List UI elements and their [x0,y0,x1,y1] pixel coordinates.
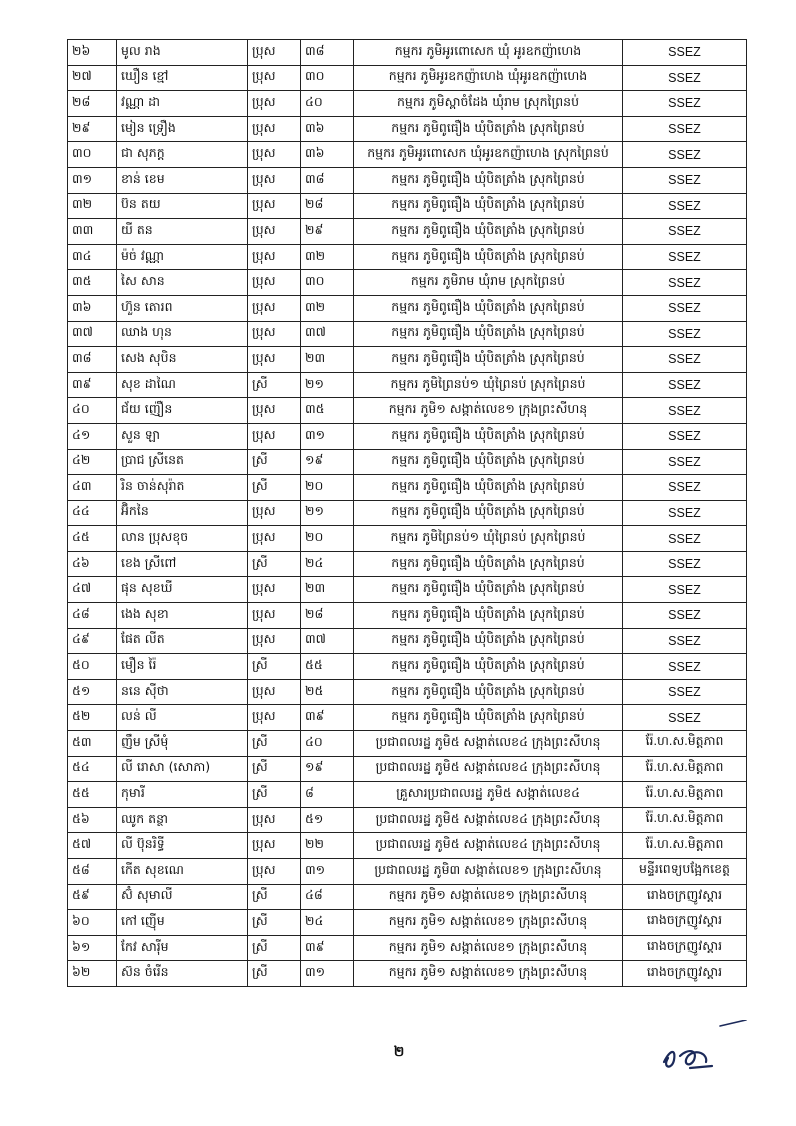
person-name-cell: រិន ចាន់សុរ៉ាត [117,475,248,501]
table-row [68,295,747,321]
person-name-cell: ផែត លីត [117,628,248,654]
workplace-cell: SSEZ [623,628,747,654]
table-row [68,244,747,270]
table-row [68,372,747,398]
age-cell: ១៩ [301,756,354,782]
row-number-cell: ៣៧ [68,321,117,347]
workplace-cell: SSEZ [623,295,747,321]
age-cell: ២០ [301,475,354,501]
address-occupation-cell: ប្រជាពលរដ្ឋ ភូមិ៥ សង្កាត់លេខ៤ ក្រុងព្រះសីហនុ [354,807,623,833]
age-cell: ៥៥ [301,654,354,680]
workplace-cell: SSEZ [623,65,747,91]
age-cell: ២០ [301,526,354,552]
table-row [68,833,747,859]
person-name-cell: ននេ ស៊ីថា [117,679,248,705]
sex-cell: ស្រី [248,551,301,577]
sex-cell: ប្រុស [248,603,301,629]
address-occupation-cell: កម្មករ ភូមិពូធឿង ឃុំបិតត្រាំង ស្រុកព្រៃនប់ [354,321,623,347]
workplace-cell: រោងចក្រញូវស្តារ [623,961,747,987]
sex-cell: ប្រុស [248,142,301,168]
age-cell: ២៤ [301,910,354,936]
workplace-cell: SSEZ [623,705,747,731]
age-cell: ១៩ [301,449,354,475]
sex-cell: ប្រុស [248,807,301,833]
address-occupation-cell: កម្មករ ភូមិរាម ឃុំរាម ស្រុកព្រៃនប់ [354,270,623,296]
table-row [68,807,747,833]
sex-cell: ប្រុស [248,193,301,219]
row-number-cell: ៥៦ [68,807,117,833]
sex-cell: ស្រី [248,756,301,782]
person-name-cell: ឈូក តន្ថា [117,807,248,833]
sex-cell: ប្រុស [248,65,301,91]
age-cell: ២៨ [301,603,354,629]
sex-cell: ប្រុស [248,270,301,296]
address-occupation-cell: កម្មករ ភូមិពូធឿង ឃុំបិតត្រាំង ស្រុកព្រៃនប់ [354,603,623,629]
row-number-cell: ២៨ [68,91,117,117]
table-row [68,40,747,66]
workplace-cell: SSEZ [623,654,747,680]
table-row [68,449,747,475]
table-row [68,961,747,987]
person-name-cell: សួន ឡា [117,423,248,449]
row-number-cell: ៣៤ [68,244,117,270]
table-row [68,167,747,193]
workplace-cell: SSEZ [623,321,747,347]
row-number-cell: ៣៣ [68,219,117,245]
age-cell: ៣៩ [301,935,354,961]
table-row [68,782,747,808]
address-occupation-cell: កម្មករ ភូមិពូធឿង ឃុំបិតត្រាំង ស្រុកព្រៃនប់ [354,654,623,680]
table-row [68,423,747,449]
row-number-cell: ៤៤ [68,500,117,526]
row-number-cell: ៦១ [68,935,117,961]
table-row [68,347,747,373]
age-cell: ៤០ [301,91,354,117]
person-name-cell: អ៊ិកនៃ [117,500,248,526]
table-row [68,91,747,117]
sex-cell: ប្រុស [248,244,301,270]
address-occupation-cell: កម្មករ ភូមិអូរពោសេក ឃុំអូរឧកញ៉ាហេង ស្រុកព្រៃនប់ [354,142,623,168]
age-cell: ៣១ [301,423,354,449]
table-row [68,270,747,296]
table-row [68,577,747,603]
sex-cell: ប្រុស [248,577,301,603]
address-occupation-cell: កម្មករ ភូមិស្ពាចំដែង ឃុំរាម ស្រុកព្រៃនប់ [354,91,623,117]
row-number-cell: ៤២ [68,449,117,475]
table-row [68,756,747,782]
person-name-cell: ខាន់ ខេម [117,167,248,193]
sex-cell: ស្រី [248,910,301,936]
address-occupation-cell: កម្មករ ភូមិ១ សង្កាត់លេខ១ ក្រុងព្រះសីហនុ [354,910,623,936]
sex-cell: ប្រុស [248,500,301,526]
person-name-cell: សេង សុបិន [117,347,248,373]
age-cell: ៣០ [301,270,354,296]
sex-cell: ប្រុស [248,91,301,117]
person-name-cell: កៅ ញ៉ើម [117,910,248,936]
sex-cell: ស្រី [248,935,301,961]
row-number-cell: ៥៣ [68,731,117,757]
age-cell: ៤៨ [301,884,354,910]
table-row [68,193,747,219]
age-cell: ៣៧ [301,628,354,654]
age-cell: ៣៧ [301,321,354,347]
age-cell: ៣៦ [301,142,354,168]
age-cell: ៣២ [301,295,354,321]
address-occupation-cell: គ្រួសារប្រជាពលរដ្ឋ ភូមិ៥ សង្កាត់លេខ៤ [354,782,623,808]
row-number-cell: ៥៧ [68,833,117,859]
age-cell: ២៥ [301,679,354,705]
age-cell: ២៤ [301,551,354,577]
workplace-cell: SSEZ [623,526,747,552]
age-cell: ២៣ [301,577,354,603]
table-row [68,398,747,424]
person-name-cell: ហ៊ួន តោរព [117,295,248,321]
age-cell: ៣៥ [301,398,354,424]
address-occupation-cell: កម្មករ ភូមិ១ សង្កាត់លេខ១ ក្រុងព្រះសីហនុ [354,961,623,987]
row-number-cell: ៥៩ [68,884,117,910]
table-row [68,475,747,501]
person-name-cell: ញឹម ស្រីមុំ [117,731,248,757]
workplace-cell: SSEZ [623,679,747,705]
age-cell: ៣០ [301,65,354,91]
workplace-cell: SSEZ [623,475,747,501]
roster-table [67,39,747,987]
sex-cell: ប្រុស [248,347,301,373]
address-occupation-cell: ប្រជាពលរដ្ឋ ភូមិ៥ សង្កាត់លេខ៤ ក្រុងព្រះសីហនុ [354,731,623,757]
workplace-cell: SSEZ [623,577,747,603]
workplace-cell: SSEZ [623,449,747,475]
person-name-cell: មូល រាង [117,40,248,66]
address-occupation-cell: កម្មករ ភូមិ១ សង្កាត់លេខ១ ក្រុងព្រះសីហនុ [354,935,623,961]
sex-cell: ប្រុស [248,167,301,193]
person-name-cell: ស៊ន ចំរើន [117,961,248,987]
sex-cell: ប្រុស [248,859,301,885]
address-occupation-cell: កម្មករ ភូមិពូធឿង ឃុំបិតត្រាំង ស្រុកព្រៃនប់ [354,193,623,219]
address-occupation-cell: កម្មករ ភូមិ១ សង្កាត់លេខ១ ក្រុងព្រះសីហនុ [354,884,623,910]
age-cell: ២៩ [301,219,354,245]
page-number: ២ [393,1044,405,1060]
address-occupation-cell: កម្មករ ភូមិព្រៃនប់១ ឃុំព្រៃនប់ ស្រុកព្រៃនប់ [354,372,623,398]
person-name-cell: លី ប៊ុនរិទ្ធី [117,833,248,859]
workplace-cell: SSEZ [623,551,747,577]
document-sheet [67,39,746,987]
person-name-cell: មឿន រ៉ៃ [117,654,248,680]
sex-cell: ប្រុស [248,40,301,66]
table-row [68,142,747,168]
table-row [68,526,747,552]
sex-cell: ប្រុស [248,705,301,731]
address-occupation-cell: កម្មករ ភូមិពូធឿង ឃុំបិតត្រាំង ស្រុកព្រៃនប់ [354,500,623,526]
workplace-cell: SSEZ [623,244,747,270]
person-name-cell: ងេង សុខា [117,603,248,629]
sex-cell: ស្រី [248,782,301,808]
address-occupation-cell: កម្មករ ភូមិអូរឧកញ៉ាហេង ឃុំអូរឧកញ៉ាហេង [354,65,623,91]
age-cell: ៣២ [301,244,354,270]
workplace-cell: រោងចក្រញូវស្តារ [623,884,747,910]
workplace-cell: SSEZ [623,40,747,66]
workplace-cell: រ៉ែ.ហ.ស.មិត្តភាព [623,782,747,808]
sex-cell: ស្រី [248,372,301,398]
sex-cell: ស្រី [248,449,301,475]
age-cell: ២៨ [301,193,354,219]
workplace-cell: SSEZ [623,167,747,193]
person-name-cell: យី តន [117,219,248,245]
table-row [68,705,747,731]
address-occupation-cell: ប្រជាពលរដ្ឋ ភូមិ៥ សង្កាត់លេខ៤ ក្រុងព្រះសីហនុ [354,833,623,859]
person-name-cell: ឈាង ហុន [117,321,248,347]
age-cell: ៣១ [301,961,354,987]
row-number-cell: ៦២ [68,961,117,987]
workplace-cell: រោងចក្រញូវស្តារ [623,910,747,936]
workplace-cell: រ៉ែ.ហ.ស.មិត្តភាព [623,807,747,833]
address-occupation-cell: កម្មករ ភូមិពូធឿង ឃុំបិតត្រាំង ស្រុកព្រៃនប់ [354,449,623,475]
workplace-cell: SSEZ [623,193,747,219]
person-name-cell: ជ័យ ញ៉ឿន [117,398,248,424]
address-occupation-cell: កម្មករ ភូមិពូធឿង ឃុំបិតត្រាំង ស្រុកព្រៃនប់ [354,628,623,654]
address-occupation-cell: ប្រជាពលរដ្ឋ ភូមិ៣ សង្កាត់លេខ១ ក្រុងព្រះសីហនុ [354,859,623,885]
address-occupation-cell: កម្មករ ភូមិអូរពោសេក ឃុំ អូរឧកញ៉ាហេង [354,40,623,66]
row-number-cell: ២៦ [68,40,117,66]
person-name-cell: សុខ ដាណៃ [117,372,248,398]
row-number-cell: ៥៨ [68,859,117,885]
row-number-cell: ៥២ [68,705,117,731]
table-row [68,884,747,910]
row-number-cell: ៣២ [68,193,117,219]
row-number-cell: ៤៦ [68,551,117,577]
sex-cell: ប្រុស [248,628,301,654]
row-number-cell: ៦០ [68,910,117,936]
person-name-cell: ស៊ំ សុមាលី [117,884,248,910]
person-name-cell: កើត សុខណេ [117,859,248,885]
address-occupation-cell: កម្មករ ភូមិពូធឿង ឃុំបិតត្រាំង ស្រុកព្រៃនប់ [354,219,623,245]
person-name-cell: លាន ប្រុសខុច [117,526,248,552]
workplace-cell: មន្ទីរពេទ្យបង្អែកខេត្ត [623,859,747,885]
table-row [68,679,747,705]
sex-cell: ប្រុស [248,423,301,449]
row-number-cell: ៤១ [68,423,117,449]
person-name-cell: ប្រាជ ស្រីនេត [117,449,248,475]
table-row [68,500,747,526]
age-cell: ៣៩ [301,705,354,731]
age-cell: ២១ [301,500,354,526]
person-name-cell: កុមារី [117,782,248,808]
sex-cell: ប្រុស [248,116,301,142]
sex-cell: ប្រុស [248,321,301,347]
table-row [68,859,747,885]
age-cell: ២១ [301,372,354,398]
age-cell: ៨ [301,782,354,808]
workplace-cell: SSEZ [623,423,747,449]
age-cell: ២២ [301,833,354,859]
address-occupation-cell: កម្មករ ភូមិពូធឿង ឃុំបិតត្រាំង ស្រុកព្រៃនប់ [354,551,623,577]
person-name-cell: មៀន ទ្រឿង [117,116,248,142]
row-number-cell: ៤៧ [68,577,117,603]
workplace-cell: SSEZ [623,116,747,142]
address-occupation-cell: កម្មករ ភូមិពូធឿង ឃុំបិតត្រាំង ស្រុកព្រៃនប់ [354,423,623,449]
row-number-cell: ៤៨ [68,603,117,629]
workplace-cell: រោងចក្រញូវស្តារ [623,935,747,961]
person-name-cell: ឃឿន ខ្មៅ [117,65,248,91]
address-occupation-cell: កម្មករ ភូមិពូធឿង ឃុំបិតត្រាំង ស្រុកព្រៃនប់ [354,475,623,501]
row-number-cell: ២៩ [68,116,117,142]
person-name-cell: លី រោសា (សោភា) [117,756,248,782]
person-name-cell: ជា សុភក្ត [117,142,248,168]
table-row [68,910,747,936]
address-occupation-cell: កម្មករ ភូមិពូធឿង ឃុំបិតត្រាំង ស្រុកព្រៃនប់ [354,295,623,321]
table-row [68,654,747,680]
age-cell: ៣៨ [301,40,354,66]
row-number-cell: ៤៥ [68,526,117,552]
workplace-cell: SSEZ [623,142,747,168]
age-cell: ៣១ [301,859,354,885]
age-cell: ៣៨ [301,167,354,193]
table-row [68,628,747,654]
roster-body [68,40,747,987]
row-number-cell: ៤០ [68,398,117,424]
table-row [68,219,747,245]
workplace-cell: SSEZ [623,91,747,117]
age-cell: ២៣ [301,347,354,373]
address-occupation-cell: ប្រជាពលរដ្ឋ ភូមិ៥ សង្កាត់លេខ៤ ក្រុងព្រះសីហនុ [354,756,623,782]
workplace-cell: SSEZ [623,500,747,526]
person-name-cell: ផុន សុខឃី [117,577,248,603]
sex-cell: ស្រី [248,961,301,987]
workplace-cell: SSEZ [623,398,747,424]
address-occupation-cell: កម្មករ ភូមិពូធឿង ឃុំបិតត្រាំង ស្រុកព្រៃនប់ [354,116,623,142]
person-name-cell: ខេង ស្រីពៅ [117,551,248,577]
table-row [68,321,747,347]
row-number-cell: ៣៩ [68,372,117,398]
address-occupation-cell: កម្មករ ភូមិពូធឿង ឃុំបិតត្រាំង ស្រុកព្រៃនប់ [354,347,623,373]
row-number-cell: ៥០ [68,654,117,680]
sex-cell: ប្រុស [248,295,301,321]
address-occupation-cell: កម្មករ ភូមិពូធឿង ឃុំបិតត្រាំង ស្រុកព្រៃនប់ [354,577,623,603]
sex-cell: ប្រុស [248,398,301,424]
row-number-cell: ៣៨ [68,347,117,373]
workplace-cell: SSEZ [623,372,747,398]
table-row [68,116,747,142]
row-number-cell: ២៧ [68,65,117,91]
sex-cell: ប្រុស [248,833,301,859]
workplace-cell: SSEZ [623,270,747,296]
sex-cell: ប្រុស [248,219,301,245]
table-row [68,603,747,629]
sex-cell: ស្រី [248,475,301,501]
workplace-cell: SSEZ [623,219,747,245]
sex-cell: ស្រី [248,654,301,680]
sex-cell: ស្រី [248,731,301,757]
workplace-cell: រ៉ែ.ហ.ស.មិត្តភាព [623,731,747,757]
address-occupation-cell: កម្មករ ភូមិ១ សង្កាត់លេខ១ ក្រុងព្រះសីហនុ [354,398,623,424]
row-number-cell: ៣៥ [68,270,117,296]
row-number-cell: ៣៦ [68,295,117,321]
person-name-cell: សៃ សាន [117,270,248,296]
age-cell: ៣៦ [301,116,354,142]
person-name-cell: ម៉ច់ វណ្ណា [117,244,248,270]
row-number-cell: ៣១ [68,167,117,193]
row-number-cell: ៣០ [68,142,117,168]
address-occupation-cell: កម្មករ ភូមិពូធឿង ឃុំបិតត្រាំង ស្រុកព្រៃនប់ [354,705,623,731]
row-number-cell: ៥៥ [68,782,117,808]
row-number-cell: ៤៩ [68,628,117,654]
workplace-cell: រ៉ែ.ហ.ស.មិត្តភាព [623,833,747,859]
row-number-cell: ៥៤ [68,756,117,782]
row-number-cell: ៤៣ [68,475,117,501]
row-number-cell: ៥១ [68,679,117,705]
workplace-cell: SSEZ [623,347,747,373]
age-cell: ៤០ [301,731,354,757]
table-row [68,935,747,961]
sex-cell: ស្រី [248,884,301,910]
person-name-cell: ប៊ន តយ [117,193,248,219]
person-name-cell: វណ្ណា ដា [117,91,248,117]
sex-cell: ប្រុស [248,526,301,552]
table-row [68,731,747,757]
table-row [68,551,747,577]
address-occupation-cell: កម្មករ ភូមិព្រៃនប់១ ឃុំព្រៃនប់ ស្រុកព្រៃនប់ [354,526,623,552]
person-name-cell: លន់ លី [117,705,248,731]
address-occupation-cell: កម្មករ ភូមិពូធឿង ឃុំបិតត្រាំង ស្រុកព្រៃនប់ [354,167,623,193]
age-cell: ៥១ [301,807,354,833]
sex-cell: ប្រុស [248,679,301,705]
address-occupation-cell: កម្មករ ភូមិពូធឿង ឃុំបិតត្រាំង ស្រុកព្រៃនប់ [354,244,623,270]
workplace-cell: រ៉ែ.ហ.ស.មិត្តភាព [623,756,747,782]
workplace-cell: SSEZ [623,603,747,629]
signature-mark [650,1020,760,1080]
person-name-cell: កែវ សារ៉ីម [117,935,248,961]
table-row [68,65,747,91]
address-occupation-cell: កម្មករ ភូមិពូធឿង ឃុំបិតត្រាំង ស្រុកព្រៃនប់ [354,679,623,705]
